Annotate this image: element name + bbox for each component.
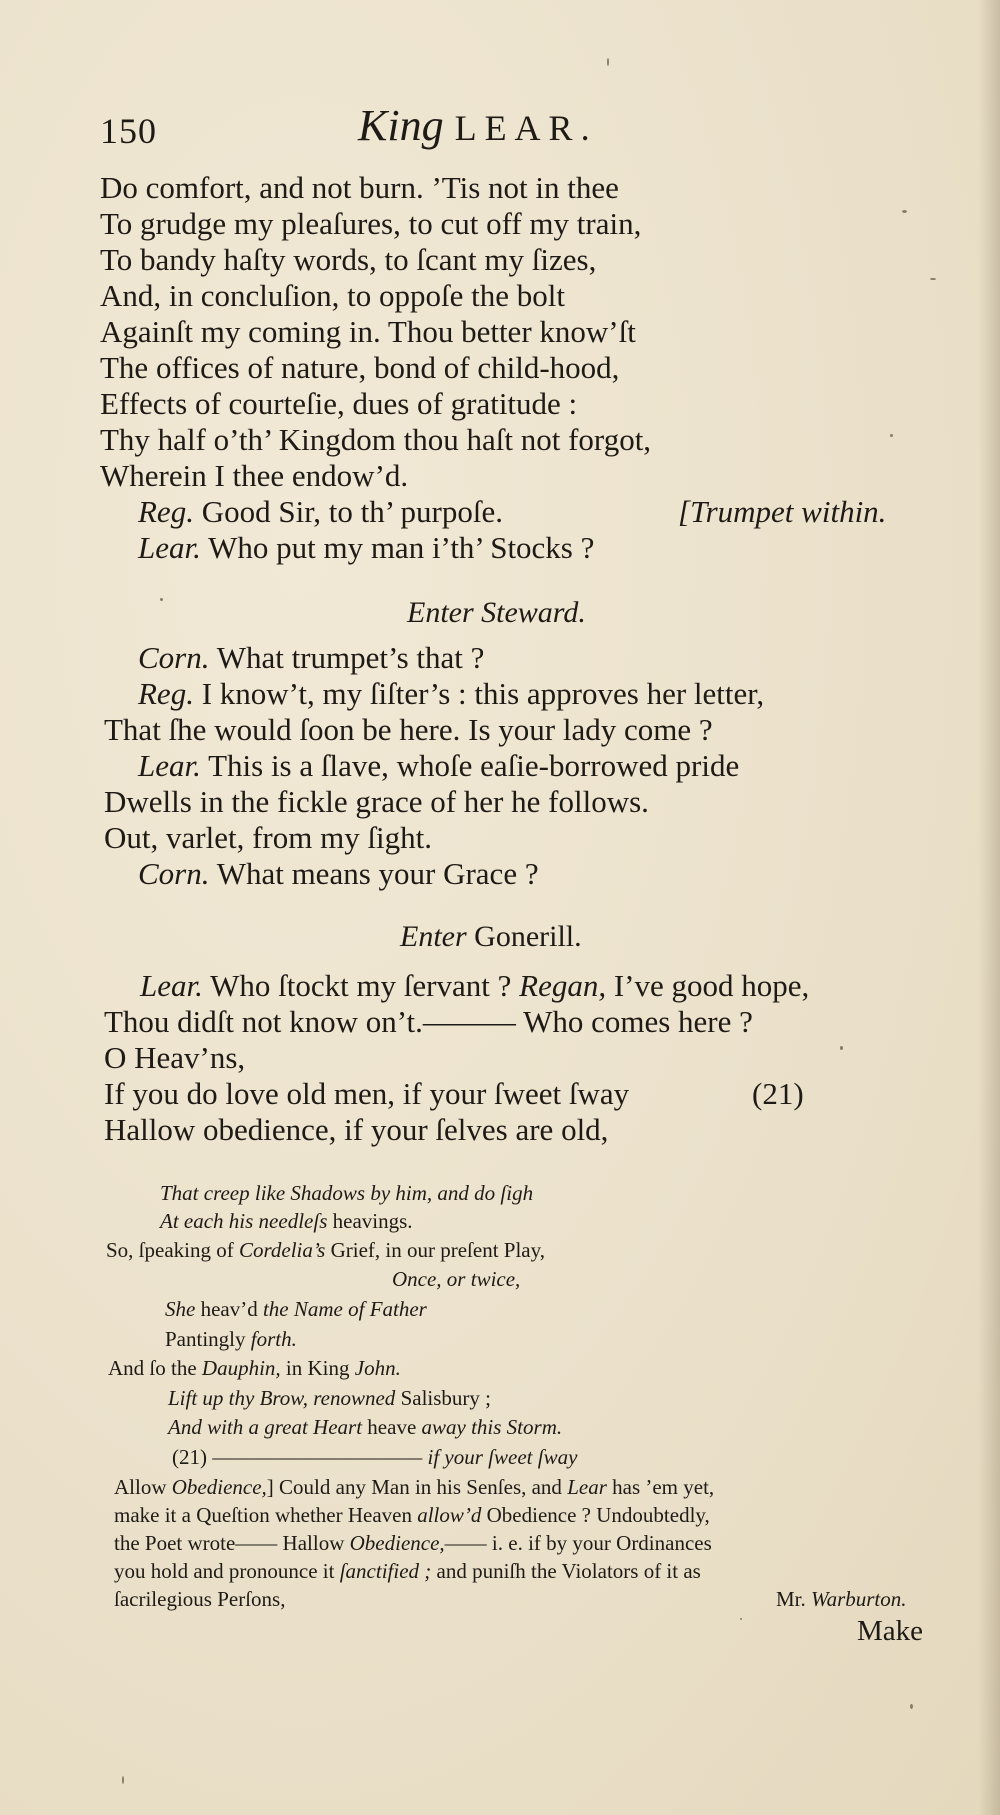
footnote-italic: Dauphin, <box>201 1356 281 1380</box>
speech-text: What means your Grace ? <box>209 856 539 891</box>
footnote-italic: Cordelia’s <box>238 1238 326 1262</box>
footnote-italic: She <box>165 1297 196 1321</box>
catchword: Make <box>856 1615 923 1647</box>
speech-line <box>138 748 739 784</box>
paper-speck <box>840 1046 843 1050</box>
footnote-roman: heav’d <box>195 1297 263 1321</box>
speech-line <box>138 640 484 676</box>
stage-direction-entry: Enter Steward. <box>407 596 586 629</box>
speech-text: I’ve good hope, <box>606 968 810 1003</box>
speech-name-regan: Regan, <box>519 968 607 1003</box>
footnote-line <box>172 1444 577 1470</box>
paper-speck <box>902 210 907 213</box>
verse-line: Wherein I thee endow’d. <box>100 458 409 493</box>
footnote-line <box>168 1414 562 1440</box>
footnote-italic: At each his needleſs <box>160 1209 328 1233</box>
note-reference: (21) <box>752 1076 804 1111</box>
footnote-line <box>165 1326 297 1352</box>
speaker-name: Lear. <box>140 968 203 1003</box>
footnote-signature <box>776 1586 907 1612</box>
footnote-italic: Lear <box>567 1475 607 1499</box>
verse-line: Dwells in the fickle grace of her he follows. <box>104 784 649 819</box>
footnote-italic: away this Storm. <box>421 1415 563 1439</box>
title-caps: LEAR. <box>454 108 598 148</box>
footnote-roman: the Poet wrote—— Hallow <box>114 1531 350 1555</box>
entry-name: Gonerill. <box>466 920 582 953</box>
footnote-italic: Warburton. <box>811 1587 907 1611</box>
footnote-line <box>106 1237 545 1263</box>
speech-line <box>140 968 809 1004</box>
footnote-italic: Obedience, <box>171 1475 267 1499</box>
speech-text: Who ſtockt my ſervant ? <box>202 968 520 1003</box>
stage-direction: [Trumpet within. <box>678 494 887 529</box>
verse-line: If you do love old men, if your ſweet ſway <box>104 1076 630 1111</box>
verse-line: Thy half o’th’ Kingdom thou haſt not forgot, <box>100 422 652 457</box>
footnote-rule: —————————— <box>212 1445 423 1469</box>
page-number: 150 <box>100 111 157 151</box>
footnote-roman: And ſo the <box>108 1356 202 1380</box>
verse-line: Do comfort, and not burn. ’Tis not in thee <box>100 170 619 205</box>
footnote-roman: Allow <box>114 1475 172 1499</box>
footnote-roman: ] Could any Man in his Senſes, and <box>266 1475 568 1499</box>
footnote-italic: ſanctified ; <box>339 1559 432 1583</box>
footnote-number: (21) <box>172 1445 207 1469</box>
verse-line: Hallow obedience, if your ſelves are old, <box>104 1112 609 1147</box>
verse-line: The offices of nature, bond of child-hood, <box>100 350 620 385</box>
speech-line <box>138 530 594 566</box>
footnote-roman: in King <box>280 1356 355 1380</box>
footnote-line <box>114 1530 712 1556</box>
verse-line: To bandy haſty words, to ſcant my ſizes, <box>100 242 597 277</box>
footnote-italic: And with a great Heart <box>168 1415 363 1439</box>
footnote-italic: if your ſweet ſway <box>427 1445 578 1469</box>
footnote-line <box>160 1208 413 1234</box>
speech-text: I know’t, my ſiſter’s : this approves her letter, <box>193 676 765 711</box>
footnote-italic: Lift up thy Brow, renowned <box>168 1386 396 1410</box>
paper-speck <box>607 58 609 66</box>
stage-direction-entry <box>400 920 582 954</box>
speaker-name: Lear. <box>138 530 201 565</box>
footnote-line: That creep like Shadows by him, and do ſigh <box>160 1181 534 1205</box>
speech-text: This is a ſlave, whoſe eaſie-borrowed pride <box>200 748 740 783</box>
footnote-italic: Obedience, <box>349 1531 445 1555</box>
speaker-name: Lear. <box>138 748 201 783</box>
footnote-italic: John. <box>354 1356 401 1380</box>
footnote-italic: the Name of Father <box>262 1297 427 1321</box>
verse-line: And, in concluſion, to oppoſe the bolt <box>100 278 565 313</box>
verse-line: Out, varlet, from my ſight. <box>104 820 433 855</box>
speaker-name: Reg. <box>138 676 194 711</box>
footnote-italic: allow’d <box>417 1503 482 1527</box>
speech-text: What trumpet’s that ? <box>209 640 485 675</box>
footnote-line <box>108 1355 401 1381</box>
footnote-line <box>165 1296 427 1322</box>
paper-speck <box>740 1618 742 1620</box>
footnote-roman: heavings. <box>327 1209 413 1233</box>
footnote-roman: Salisbury ; <box>395 1386 491 1410</box>
running-header <box>100 100 920 160</box>
speech-line <box>138 856 539 892</box>
speaker-name: Corn. <box>138 640 210 675</box>
speech-text: Who put my man i’th’ Stocks ? <box>200 530 595 565</box>
footnote-roman: Grief, in our preſent Play, <box>325 1238 546 1262</box>
speech-line <box>138 676 764 712</box>
verse-line: Againſt my coming in. Thou better know’ſt <box>100 314 636 349</box>
entry-word: Enter <box>400 920 467 953</box>
speaker-name: Corn. <box>138 856 210 891</box>
verse-line: That ſhe would ſoon be here. Is your lady come ? <box>104 712 713 747</box>
paper-speck <box>122 1776 124 1784</box>
speech-text: Good Sir, to th’ purpoſe. <box>193 494 503 529</box>
page-edge-shadow <box>978 0 1000 1815</box>
footnote-roman: and puniſh the Violators of it as <box>431 1559 701 1583</box>
verse-line: To grudge my pleaſures, to cut off my train, <box>100 206 642 241</box>
title-italic: King <box>358 101 444 150</box>
footnote-roman: —— i. e. if by your Ordinances <box>444 1531 712 1555</box>
running-title <box>358 100 598 151</box>
footnote-roman: make it a Queſtion whether Heaven <box>114 1503 418 1527</box>
footnote-roman: Pantingly <box>165 1327 251 1351</box>
verse-line: Effects of courteſie, dues of gratitude : <box>100 386 578 421</box>
paper-speck <box>930 278 936 280</box>
footnote-roman: has ’em yet, <box>606 1475 715 1499</box>
footnote-line: ſacrilegious Perſons, <box>114 1587 286 1611</box>
footnote-line <box>114 1558 701 1584</box>
footnote-line: Once, or twice, <box>392 1267 521 1291</box>
footnote-line <box>114 1502 710 1528</box>
footnote-roman: So, ſpeaking of <box>106 1238 239 1262</box>
footnote-roman: Mr. <box>776 1587 812 1611</box>
speaker-name: Reg. <box>138 494 194 529</box>
footnote-italic: forth. <box>250 1327 297 1351</box>
paper-speck <box>160 598 163 601</box>
verse-line: Thou didſt not know on’t.——— Who comes here ? <box>104 1004 753 1039</box>
paper-speck <box>910 1704 913 1709</box>
footnote-line <box>114 1474 714 1500</box>
verse-line: O Heav’ns, <box>104 1040 246 1075</box>
footnote-roman: you hold and pronounce it <box>114 1559 340 1583</box>
footnote-roman: heave <box>362 1415 422 1439</box>
footnote-line <box>168 1385 491 1411</box>
paper-speck <box>890 434 893 437</box>
speech-line <box>138 494 503 530</box>
footnote-roman: Obedience ? Undoubtedly, <box>481 1503 710 1527</box>
